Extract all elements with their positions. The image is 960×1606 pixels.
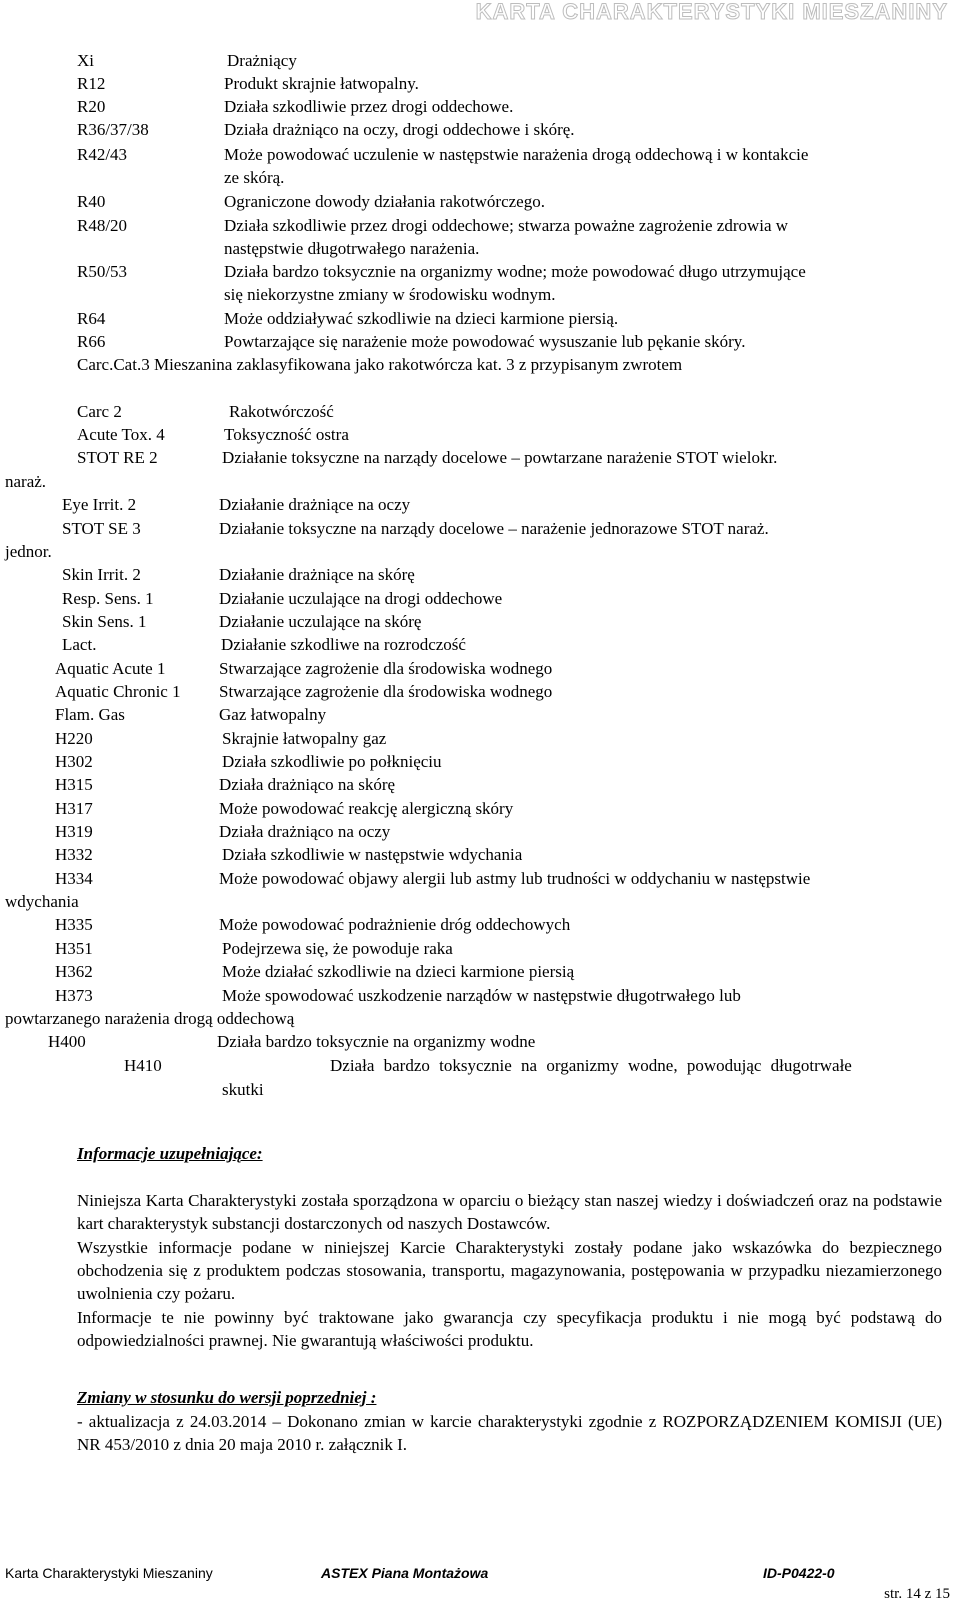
h-statement-text: Działa drażniąco na skórę bbox=[219, 775, 396, 794]
r-phrase-text-continued: się niekorzystne zmiany w środowisku wodnym. bbox=[224, 285, 556, 304]
h-statement-text: Podejrzewa się, że powoduje raka bbox=[222, 939, 453, 958]
hazard-class-code: Skin Irrit. 2 bbox=[62, 565, 141, 584]
document-header-title: KARTA CHARAKTERYSTYKI MIESZANINY bbox=[475, 0, 948, 24]
page-number: str. 14 z 15 bbox=[884, 1586, 950, 1602]
h-statement-text: Działa szkodliwie po połknięciu bbox=[222, 752, 442, 771]
footer-product-name: ASTEX Piana Montażowa bbox=[321, 1565, 489, 1581]
hazard-class-text-wrapped: jednor. bbox=[5, 542, 52, 561]
r-phrase-text: Ograniczone dowody działania rakotwórczego. bbox=[224, 192, 545, 211]
r-phrase-code: R66 bbox=[77, 332, 106, 351]
info-paragraph-3: Informacje te nie powinny być traktowane jako gwarancja czy specyfikacja produktu i nie mogą być podstawą do odpowiedzialności prawnej. Nie gwarantują właściwości produktu. bbox=[77, 1308, 942, 1350]
h-statement-text-continued: skutki bbox=[222, 1080, 264, 1099]
hazard-class-text: Stwarzające zagrożenie dla środowiska wodnego bbox=[219, 682, 553, 701]
r-phrase-text-continued: ze skórą. bbox=[224, 168, 285, 187]
h-statement-text: Może działać szkodliwie na dzieci karmione piersią bbox=[222, 962, 575, 981]
r-phrase-text: Drażniący bbox=[227, 51, 297, 70]
hazard-class-code: Resp. Sens. 1 bbox=[62, 589, 154, 608]
h-statement-code: H317 bbox=[55, 799, 93, 818]
h-statement-code: H351 bbox=[55, 939, 93, 958]
hazard-class-code: Carc 2 bbox=[77, 402, 122, 421]
h-statement-text: Skrajnie łatwopalny gaz bbox=[222, 729, 387, 748]
hazard-class-text: Działanie uczulające na drogi oddechowe bbox=[219, 589, 503, 608]
h-statement-code: H302 bbox=[55, 752, 93, 771]
hazard-class-code: Eye Irrit. 2 bbox=[62, 495, 137, 514]
r-phrase-code: R20 bbox=[77, 97, 106, 116]
r-phrase-text: Powtarzające się narażenie może powodować wysuszanie lub pękanie skóry. bbox=[224, 332, 746, 351]
h-statement-text: Działa bardzo toksycznie na organizmy wodne, powodując długotrwałe bbox=[330, 1056, 852, 1075]
hazard-class-text: Działanie szkodliwe na rozrodczość bbox=[221, 635, 466, 654]
r-phrase-code: R40 bbox=[77, 192, 106, 211]
hazard-class-text: Rakotwórczość bbox=[229, 402, 334, 421]
footer-document-type: Karta Charakterystyki Mieszaniny bbox=[5, 1565, 213, 1581]
h-statement-text-wrapped: wdychania bbox=[5, 892, 79, 911]
hazard-class-text: Działanie toksyczne na narządy docelowe – powtarzane narażenie STOT wielokr. bbox=[222, 448, 778, 467]
h-statement-code: H334 bbox=[55, 869, 93, 888]
r-phrase-code: R48/20 bbox=[77, 216, 128, 235]
hazard-class-code: Lact. bbox=[62, 635, 97, 654]
h-statement-code: H315 bbox=[55, 775, 93, 794]
hazard-class-text: Działanie drażniące na oczy bbox=[219, 495, 411, 514]
h-statement-code: H335 bbox=[55, 915, 93, 934]
hazard-class-code: Flam. Gas bbox=[55, 705, 125, 724]
r-phrase-text: Działa bardzo toksycznie na organizmy wodne; może powodować długo utrzymujące bbox=[224, 262, 806, 281]
r-phrase-code: R12 bbox=[77, 74, 106, 93]
h-statement-code: H332 bbox=[55, 845, 93, 864]
hazard-class-code: STOT RE 2 bbox=[77, 448, 158, 467]
h-statement-code: H373 bbox=[55, 986, 93, 1005]
hazard-class-text: Toksyczność ostra bbox=[224, 425, 349, 444]
changes-title: Zmiany w stosunku do wersji poprzedniej : bbox=[77, 1388, 377, 1407]
info-paragraph-1: Niniejsza Karta Charakterystyki została sporządzona w oparciu o bieżący stan naszej wiedzy i doświadczeń oraz na podstawie kart charakterystyk substancji dostarczonych od naszych Dostawców. bbox=[77, 1191, 942, 1233]
hazard-class-text: Działanie drażniące na skórę bbox=[219, 565, 415, 584]
h-statement-code: H400 bbox=[48, 1032, 86, 1051]
h-statement-text: Może powodować podrażnienie dróg oddechowych bbox=[219, 915, 571, 934]
hazard-class-code: STOT SE 3 bbox=[62, 519, 141, 538]
hazard-class-code: Skin Sens. 1 bbox=[62, 612, 147, 631]
hazard-class-code: Aquatic Acute 1 bbox=[55, 659, 166, 678]
r-phrase-code: R36/37/38 bbox=[77, 120, 149, 139]
footer-document-id: ID-P0422-0 bbox=[763, 1565, 835, 1581]
r-phrase-text: Może powodować uczulenie w następstwie narażenia drogą oddechową i w kontakcie bbox=[224, 145, 809, 164]
h-statement-text-wrapped: powtarzanego narażenia drogą oddechową bbox=[5, 1009, 295, 1028]
r-phrase-text-continued: następstwie długotrwałego narażenia. bbox=[224, 239, 480, 258]
h-statement-code: H220 bbox=[55, 729, 93, 748]
hazard-class-text: Działanie uczulające na skórę bbox=[219, 612, 422, 631]
h-statement-code: H362 bbox=[55, 962, 93, 981]
r-phrase-code: R42/43 bbox=[77, 145, 128, 164]
r-phrase-text: Może oddziaływać szkodliwie na dzieci karmione piersią. bbox=[224, 309, 619, 328]
r-phrase-text: Produkt skrajnie łatwopalny. bbox=[224, 74, 419, 93]
supplementary-info-title: Informacje uzupełniające: bbox=[77, 1144, 263, 1163]
hazard-class-text-wrapped: naraż. bbox=[5, 472, 47, 491]
r-phrase-text: Działa szkodliwie przez drogi oddechowe; stwarza poważne zagrożenie zdrowia w bbox=[224, 216, 789, 235]
r-phrase-code: R64 bbox=[77, 309, 106, 328]
info-paragraph-2: Wszystkie informacje podane w niniejszej Karcie Charakterystyki zostały podane jako wskazówka do bezpiecznego obchodzenia się z produktem podczas stosowania, transportu, magazynowania, postępowania w przypadku niezamierzonego uwolnienia czy pożaru. bbox=[77, 1238, 942, 1303]
changes-text: - aktualizacja z 24.03.2014 – Dokonano zmian w karcie charakterystyki zgodnie z ROZPORZĄDZENIEM KOMISJI (UE) NR 453/2010 z dnia 20 maja 2010 r. załącznik I. bbox=[77, 1412, 942, 1454]
hazard-class-text: Stwarzające zagrożenie dla środowiska wodnego bbox=[219, 659, 553, 678]
r-phrase-code: Xi bbox=[77, 51, 94, 70]
carc-category-line: Carc.Cat.3 Mieszanina zaklasyfikowana jako rakotwórcza kat. 3 z przypisanym zwrotem bbox=[77, 355, 683, 374]
h-statement-text: Może powodować objawy alergii lub astmy lub trudności w oddychaniu w następstwie bbox=[219, 869, 811, 888]
hazard-class-code: Acute Tox. 4 bbox=[77, 425, 165, 444]
hazard-class-text: Działanie toksyczne na narządy docelowe – narażenie jednorazowe STOT naraż. bbox=[219, 519, 769, 538]
hazard-class-code: Aquatic Chronic 1 bbox=[55, 682, 181, 701]
h-statement-text: Może spowodować uszkodzenie narządów w następstwie długotrwałego lub bbox=[222, 986, 741, 1005]
h-statement-text: Działa bardzo toksycznie na organizmy wodne bbox=[217, 1032, 536, 1051]
r-phrase-text: Działa drażniąco na oczy, drogi oddechowe i skórę. bbox=[224, 120, 575, 139]
hazard-class-text: Gaz łatwopalny bbox=[219, 705, 327, 724]
h-statement-code: H319 bbox=[55, 822, 93, 841]
h-statement-code: H410 bbox=[124, 1056, 162, 1075]
h-statement-text: Może powodować reakcję alergiczną skóry bbox=[219, 799, 514, 818]
r-phrase-code: R50/53 bbox=[77, 262, 128, 281]
h-statement-text: Działa drażniąco na oczy bbox=[219, 822, 391, 841]
r-phrase-text: Działa szkodliwie przez drogi oddechowe. bbox=[224, 97, 514, 116]
h-statement-text: Działa szkodliwie w następstwie wdychania bbox=[222, 845, 523, 864]
